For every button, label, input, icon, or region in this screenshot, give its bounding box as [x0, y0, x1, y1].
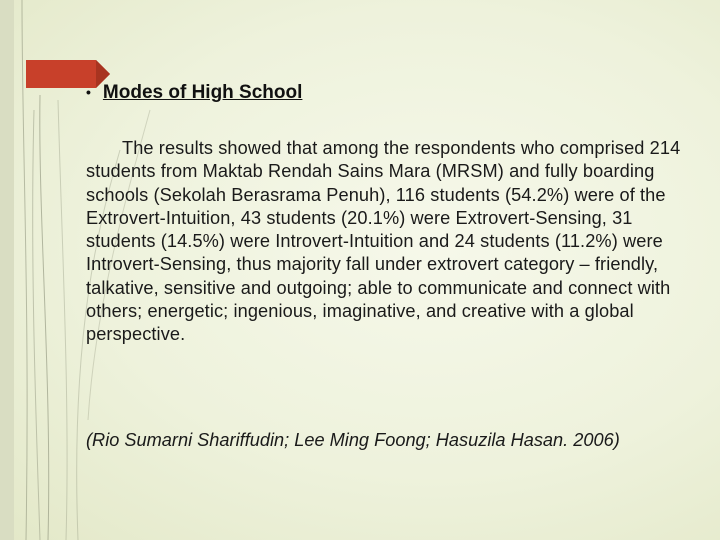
slide-title-row: [86, 82, 302, 104]
citation-text: (Rio Sumarni Shariffudin; Lee Ming Foong; Hasuzila Hasan. 2006): [86, 430, 620, 450]
slide-title: Modes of High School: [102, 82, 303, 103]
body-paragraph: The results showed that among the respondents who comprised 214 students from Maktab Rendah Sains Mara (MRSM) and fully boarding schools (Sekolah Berasrama Penuh), 116 students (54.2%) were of the Extrovert-Intuition, 43 students (20.1%) were Extrovert-Sensing, 31 students (14.5%) were Introvert-Intuition and 24 students (11.2%) were Introvert-Sensing, thus majority fall under extrovert category – friendly, talkative, sensitive and outgoing; able to communicate and connect with others; energetic; ingenious, imaginative, and creative with a global perspective.: [86, 138, 681, 345]
bullet-icon: •: [86, 84, 91, 100]
